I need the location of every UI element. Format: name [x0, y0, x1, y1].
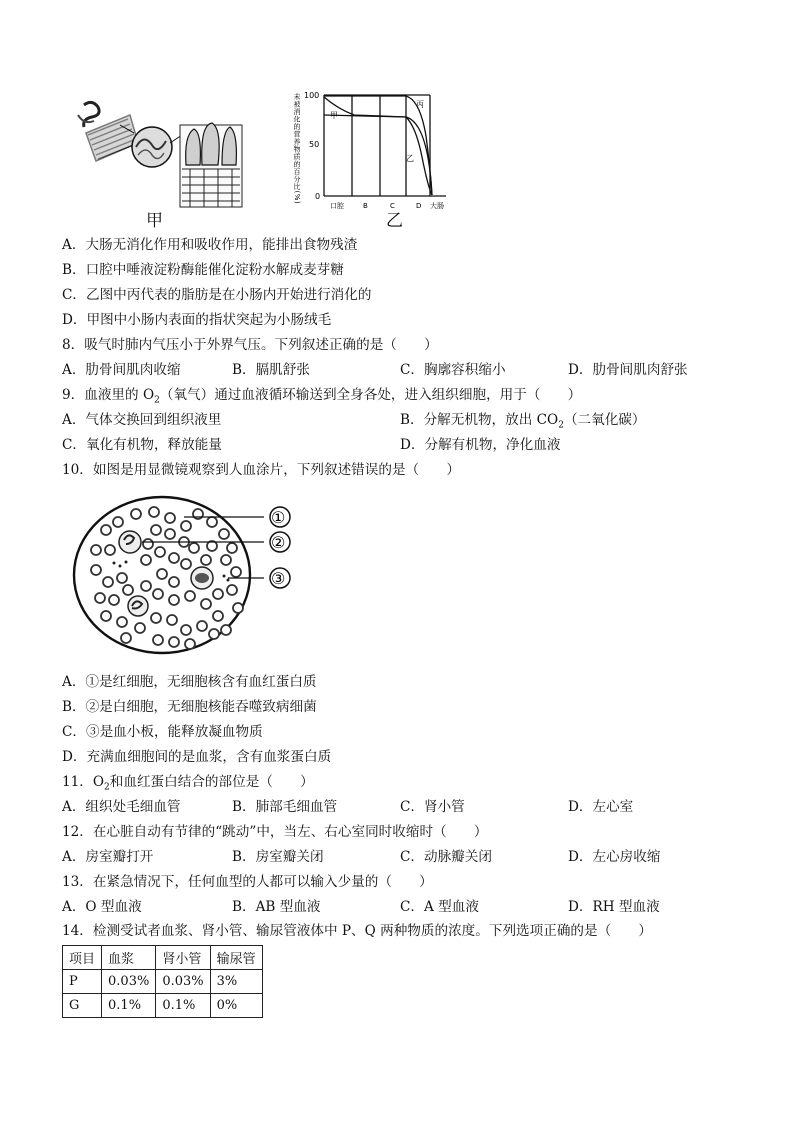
- q11-option-d: D．左心室: [568, 799, 634, 815]
- q8-option-c: C．胸廓容积缩小: [400, 362, 506, 378]
- table-cell: 3%: [210, 970, 262, 994]
- red-blood-cell: [169, 637, 179, 647]
- table-header-row: [63, 946, 263, 970]
- red-blood-cell: [181, 559, 191, 569]
- red-blood-cell: [141, 555, 151, 565]
- figure-jia-label: 甲: [146, 211, 163, 231]
- red-blood-cell: [131, 509, 141, 519]
- red-blood-cell: [221, 625, 231, 635]
- x-tick-b: B: [363, 202, 368, 210]
- table-cell: 0.1%: [102, 994, 156, 1018]
- svg-text:未被消化的营养物质的百分比(%): 未被消化的营养物质的百分比(%): [293, 93, 301, 205]
- q8-option-d: D．肋骨间肌肉舒张: [568, 362, 688, 378]
- red-blood-cell: [185, 591, 195, 601]
- red-blood-cell: [141, 581, 151, 591]
- q12-stem: 12．在心脏自动有节律的“跳动”中，当左、右心室同时收缩时（ ）: [62, 824, 488, 840]
- red-blood-cell: [169, 595, 179, 605]
- red-blood-cell: [149, 507, 159, 517]
- x-tick-kouqiang: 口腔: [330, 202, 344, 210]
- q12-option-d: D．左心房收缩: [568, 849, 661, 865]
- callout-1: ①: [271, 508, 286, 527]
- red-blood-cell: [209, 629, 219, 639]
- red-blood-cell: [207, 517, 217, 527]
- q14-table: [62, 945, 263, 1018]
- q8-option-b: B．膈肌舒张: [232, 362, 310, 378]
- red-blood-cell: [227, 585, 237, 595]
- callout-2: ②: [271, 533, 286, 552]
- q9-option-d: D．分解有机物，净化血液: [400, 437, 561, 453]
- q10-option-a: A．①是红细胞，无细胞核含有血红蛋白质: [62, 674, 317, 690]
- red-blood-cell: [143, 539, 153, 549]
- q10-option-b: B．②是白细胞，无细胞核能吞噬致病细菌: [62, 699, 317, 715]
- y-tick-50: 50: [309, 140, 320, 149]
- red-blood-cell: [95, 593, 105, 603]
- red-blood-cell: [165, 529, 175, 539]
- q10-option-c: C．③是血小板，能释放凝血物质: [62, 724, 263, 740]
- q7-option-a: A．大肠无消化作用和吸收作用，能排出食物残渣: [62, 237, 358, 253]
- red-blood-cell: [213, 611, 223, 621]
- red-blood-cell: [109, 595, 119, 605]
- table-header-cell: 项目: [63, 946, 102, 970]
- red-blood-cell: [105, 545, 115, 555]
- blood-smear-figure: [66, 490, 306, 660]
- red-blood-cell: [117, 617, 127, 627]
- y-tick-0: 0: [315, 192, 321, 201]
- red-blood-cell: [201, 599, 211, 609]
- table-row: [63, 970, 263, 994]
- table-cell: 0.1%: [156, 994, 210, 1018]
- y-axis-label: [293, 92, 301, 204]
- red-blood-cell: [157, 569, 167, 579]
- x-tick-dachang: 大肠: [430, 202, 444, 210]
- red-blood-cell: [103, 577, 113, 587]
- red-blood-cell: [121, 633, 131, 643]
- table-cell: 0%: [210, 994, 262, 1018]
- red-blood-cell: [227, 543, 237, 553]
- red-blood-cell: [151, 613, 161, 623]
- red-blood-cell: [123, 585, 133, 595]
- q7-option-b: B．口腔中唾液淀粉酶能催化淀粉水解成麦芽糖: [62, 262, 344, 278]
- red-blood-cell: [151, 525, 161, 535]
- red-blood-cell: [101, 525, 111, 535]
- x-tick-d: D: [416, 202, 422, 210]
- q12-option-a: A．房室瓣打开: [62, 849, 154, 865]
- red-blood-cell: [91, 565, 101, 575]
- q13-option-d: D．RH 型血液: [568, 899, 660, 915]
- red-blood-cell: [169, 577, 179, 587]
- table-row: [63, 994, 263, 1018]
- q7-option-c: C．乙图中丙代表的脂肪是在小肠内开始进行消化的: [62, 287, 372, 303]
- q7-option-d: D．甲图中小肠内表面的指状突起为小肠绒毛: [62, 312, 332, 328]
- table-header-cell: 肾小管: [156, 946, 210, 970]
- table-cell: G: [63, 994, 102, 1018]
- curve-jia-label: 甲: [330, 111, 338, 120]
- q10-option-d: D．充满血细胞间的是血浆，含有血浆蛋白质: [62, 749, 332, 765]
- table-cell: P: [63, 970, 102, 994]
- q14-stem: 14．检测受试者血浆、肾小管、输尿管液体中 P、Q 两种物质的浓度。下列选项正确的是（ ）: [62, 923, 652, 939]
- table-cell: 0.03%: [102, 970, 156, 994]
- q11-stem: 11．$O_2$和血红蛋白结合的部位是（ ）: [62, 774, 314, 793]
- red-blood-cell: [101, 611, 111, 621]
- q13-stem: 13．在紧急情况下，任何血型的人都可以输入少量的（ ）: [62, 874, 433, 890]
- red-blood-cell: [135, 623, 145, 633]
- q11-option-c: C．肾小管: [400, 799, 465, 815]
- red-blood-cell: [153, 589, 163, 599]
- red-blood-cell: [91, 545, 101, 555]
- red-blood-cell: [197, 621, 207, 631]
- q9-option-c: C．氧化有机物，释放能量: [62, 437, 222, 453]
- red-blood-cell: [233, 603, 243, 613]
- q13-option-c: C．A 型血液: [400, 899, 479, 915]
- red-blood-cell: [201, 555, 211, 565]
- intestine-figure: [70, 95, 250, 210]
- red-blood-cell: [165, 513, 175, 523]
- callout-3: ③: [271, 569, 286, 588]
- red-blood-cell: [185, 639, 195, 649]
- q8-option-a: A．肋骨间肌肉收缩: [62, 362, 181, 378]
- q9-option-b: B．分解无机物，放出 $CO_2$（二氧化碳）: [400, 412, 646, 431]
- q11-option-a: A．组织处毛细血管: [62, 799, 181, 815]
- curve-bing-label: 丙: [416, 100, 424, 109]
- table-header-cell: 血浆: [102, 946, 156, 970]
- q9-stem: 9．血液里的 $O_2$（氧气）通过血液循环输送到全身各处，进入组织细胞，用于（ ）: [62, 387, 582, 406]
- red-blood-cell: [219, 529, 229, 539]
- red-blood-cell: [231, 567, 241, 577]
- red-blood-cell: [213, 589, 223, 599]
- red-blood-cell: [155, 547, 165, 557]
- red-blood-cell: [189, 543, 199, 553]
- digestion-graph: [288, 85, 468, 215]
- table-header-cell: 输尿管: [210, 946, 262, 970]
- q12-option-b: B．房室瓣关闭: [232, 849, 324, 865]
- red-blood-cell: [113, 517, 123, 527]
- q13-option-a: A．O 型血液: [62, 899, 142, 915]
- q10-stem: 10．如图是用显微镜观察到人血涂片，下列叙述错误的是（ ）: [62, 462, 460, 478]
- red-blood-cell: [169, 553, 179, 563]
- q9-option-a: A．气体交换回到组织液里: [62, 412, 222, 428]
- red-blood-cell: [181, 625, 191, 635]
- q12-option-c: C．动脉瓣关闭: [400, 849, 492, 865]
- q8-stem: 8．吸气时肺内气压小于外界气压。下列叙述正确的是（ ）: [62, 337, 438, 353]
- red-blood-cell: [221, 555, 231, 565]
- red-blood-cell: [167, 615, 177, 625]
- red-blood-cell: [153, 635, 163, 645]
- curve-yi-label: 乙: [406, 154, 414, 163]
- y-tick-100: 100: [304, 91, 320, 100]
- red-blood-cell: [117, 573, 127, 583]
- red-blood-cell: [181, 521, 191, 531]
- x-tick-c: C: [390, 202, 395, 210]
- table-cell: 0.03%: [156, 970, 210, 994]
- q13-option-b: B．AB 型血液: [232, 899, 321, 915]
- figure-yi-label: 乙: [386, 211, 403, 231]
- q11-option-b: B．肺部毛细血管: [232, 799, 338, 815]
